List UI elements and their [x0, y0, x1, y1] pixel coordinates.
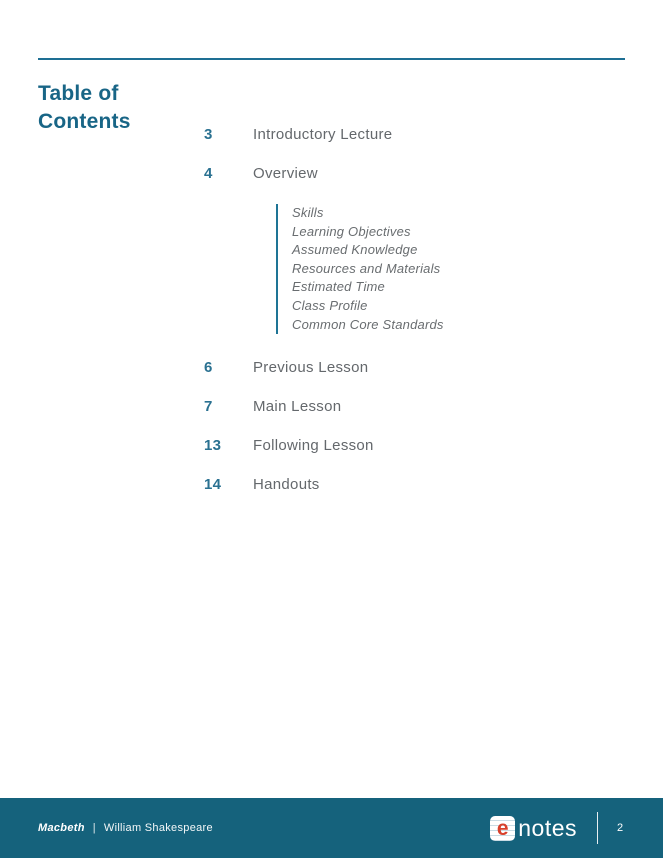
toc-entry-introductory-lecture[interactable] [204, 126, 624, 144]
toc-page-number: 3 [204, 126, 213, 143]
toc-overview-sublist [276, 204, 624, 334]
toc-entry-title: Handouts [253, 476, 320, 494]
footer-vertical-divider [597, 812, 598, 844]
toc-page-number: 14 [204, 476, 222, 494]
page-title: Table of Contents [38, 82, 131, 133]
toc-entry-main-lesson[interactable] [204, 398, 624, 416]
table-of-contents [204, 126, 624, 515]
toc-subitem-resources-and-materials[interactable]: Resources and Materials [292, 260, 441, 276]
toc-page-number: 13 [204, 437, 222, 455]
toc-subitem-class-profile[interactable]: Class Profile [292, 297, 368, 313]
toc-entry-title: Following Lesson [253, 437, 374, 455]
toc-subitem-estimated-time[interactable]: Estimated Time [292, 279, 385, 295]
enotes-logo-e-icon [490, 816, 515, 841]
top-divider-rule [38, 58, 625, 60]
toc-subitem-learning-objectives[interactable]: Learning Objectives [292, 223, 411, 239]
toc-subitem-common-core-standards[interactable]: Common Core Standards [292, 316, 444, 332]
footer-separator: | [92, 822, 96, 834]
toc-entry-overview[interactable] [204, 165, 624, 183]
toc-entry-previous-lesson[interactable] [204, 359, 624, 377]
toc-entry-title: Main Lesson [253, 398, 342, 416]
enotes-logo-e-letter: e [496, 816, 509, 840]
footer-right-group [490, 812, 625, 844]
toc-subitem-assumed-knowledge[interactable]: Assumed Knowledge [292, 242, 418, 258]
toc-entry-following-lesson[interactable] [204, 437, 624, 455]
footer-page-number: 2 [616, 822, 624, 834]
toc-subitem-skills[interactable]: Skills [292, 205, 324, 220]
toc-page-number: 4 [204, 165, 213, 182]
enotes-logo-wordmark: notes [518, 814, 577, 841]
enotes-logo [490, 815, 577, 842]
toc-entry-title: Previous Lesson [253, 359, 369, 377]
toc-page-number: 6 [204, 359, 213, 377]
toc-entry-title: Overview [253, 165, 318, 182]
toc-entry-title: Introductory Lecture [253, 126, 393, 143]
toc-entry-handouts[interactable] [204, 476, 624, 494]
footer-book-info [38, 822, 213, 834]
footer-book-title: Macbeth [38, 822, 85, 834]
footer-author: William Shakespeare [103, 822, 213, 834]
toc-page-number: 7 [204, 398, 213, 416]
footer-bar [0, 798, 663, 858]
